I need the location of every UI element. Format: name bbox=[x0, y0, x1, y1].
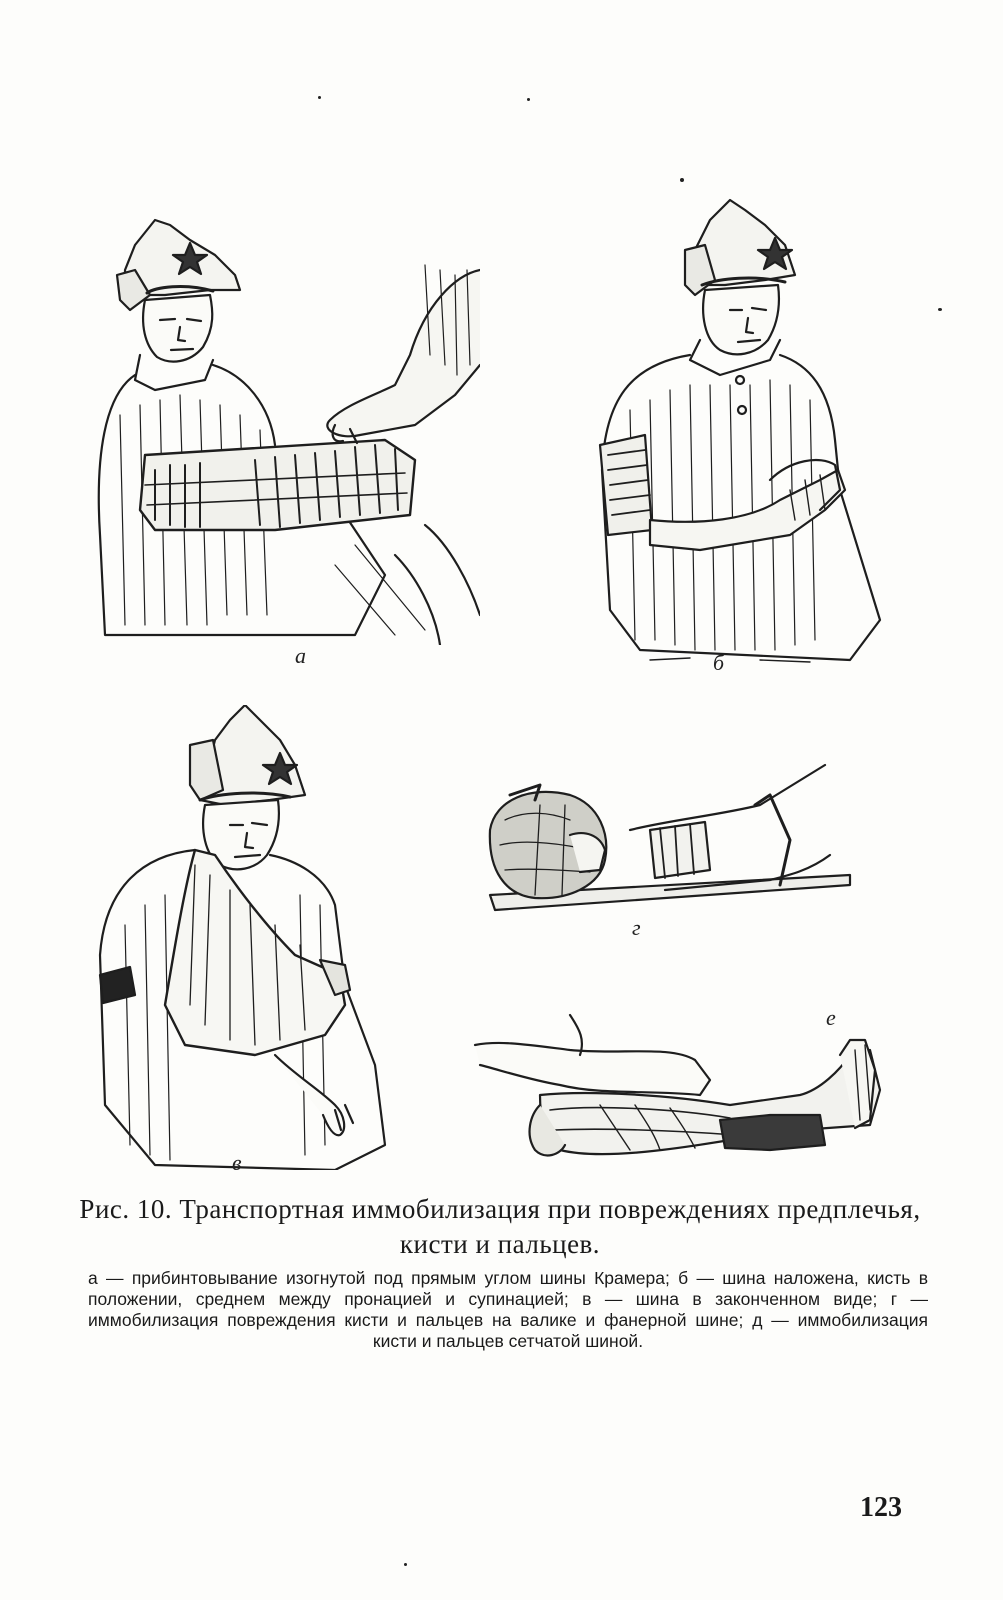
scan-speck bbox=[527, 98, 530, 101]
scan-speck bbox=[404, 1563, 407, 1566]
panel-label-b: б bbox=[713, 650, 725, 675]
figure-caption-description: а — прибинтовывание изогнутой под прямым углом шины Крамера; б — шина наложена, кисть в положении, среднем между пронацией и супинацией; в — шина в законченном виде; г — иммобилизация повреждения кисти и пальцев на валике и фанерной шине; д — иммобилизация кисти и пальцев сетчатой шиной. bbox=[88, 1268, 928, 1351]
figure-caption-title: Рис. 10. Транспортная иммобилизация при повреждениях предплечья, кисти и пальцев. bbox=[79, 1194, 921, 1259]
illustration-v bbox=[95, 705, 405, 1170]
illustration-g bbox=[470, 760, 855, 930]
scan-speck bbox=[938, 308, 942, 311]
scan-speck bbox=[318, 96, 321, 99]
panel-label-v: в bbox=[232, 1150, 242, 1175]
panel-label-d: е bbox=[826, 1005, 836, 1030]
illustration-b bbox=[590, 190, 890, 670]
illustration-d bbox=[470, 1010, 890, 1180]
page-number: 123 bbox=[860, 1492, 902, 1523]
panel-label-g: г bbox=[632, 915, 641, 940]
scan-speck bbox=[680, 178, 684, 182]
panel-label-a: а bbox=[295, 643, 306, 668]
illustration-a bbox=[95, 215, 480, 645]
